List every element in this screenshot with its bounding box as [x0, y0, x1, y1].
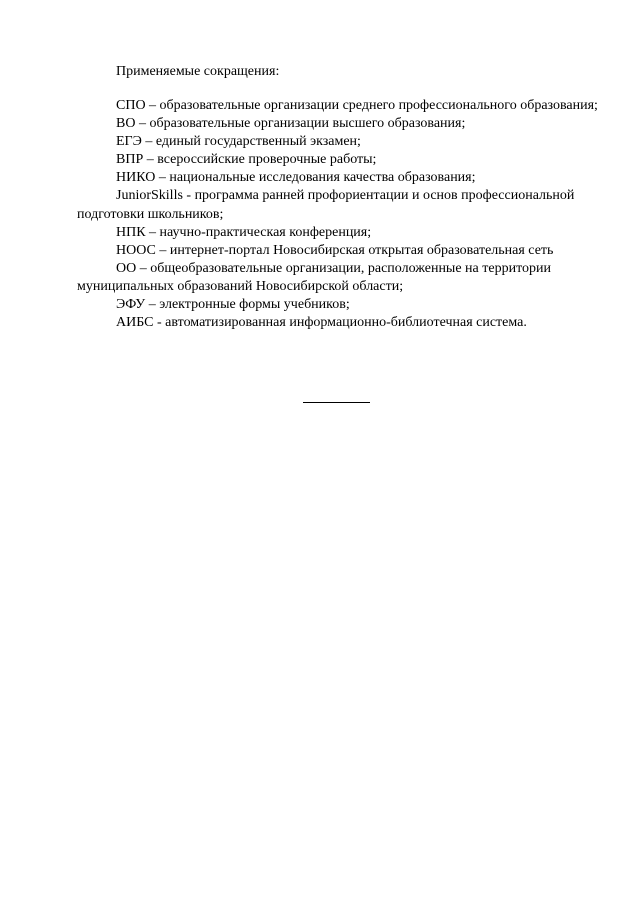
- abbreviation-item-niko: НИКО – национальные исследования качества образования;: [116, 170, 476, 186]
- abbreviation-item-spo: СПО – образовательные организации среднего профессионального образования;: [116, 98, 598, 113]
- abbreviation-item-npk: НПК – научно-практическая конференция;: [116, 224, 372, 240]
- abbreviation-list: [77, 97, 610, 332]
- abbreviation-item-efu: ЭФУ – электронные формы учебников;: [116, 297, 350, 313]
- abbreviation-item-vpr: ВПР – всероссийские проверочные работы;: [116, 152, 377, 168]
- abbreviation-item-ege: ЕГЭ – единый государственный экзамен;: [116, 134, 361, 150]
- abbreviation-item-juniorskills: JuniorSkills - программа ранней профориентации и основ профессиональной подготовки школьников;: [77, 188, 575, 222]
- abbreviation-item-noos: НООС – интернет-портал Новосибирская открытая образовательная сеть: [116, 242, 554, 258]
- end-divider-line: [303, 402, 370, 403]
- abbreviation-item-vo: ВО – образовательные организации высшего образования;: [116, 116, 466, 132]
- section-heading: Применяемые сокращения:: [116, 64, 280, 79]
- abbreviation-item-aibs: АИБС - автоматизированная информационно-библиотечная система.: [116, 315, 527, 331]
- abbreviation-item-oo: ОО – общеобразовательные организации, расположенные на территории муниципальных образований Новосибирской области;: [77, 260, 552, 294]
